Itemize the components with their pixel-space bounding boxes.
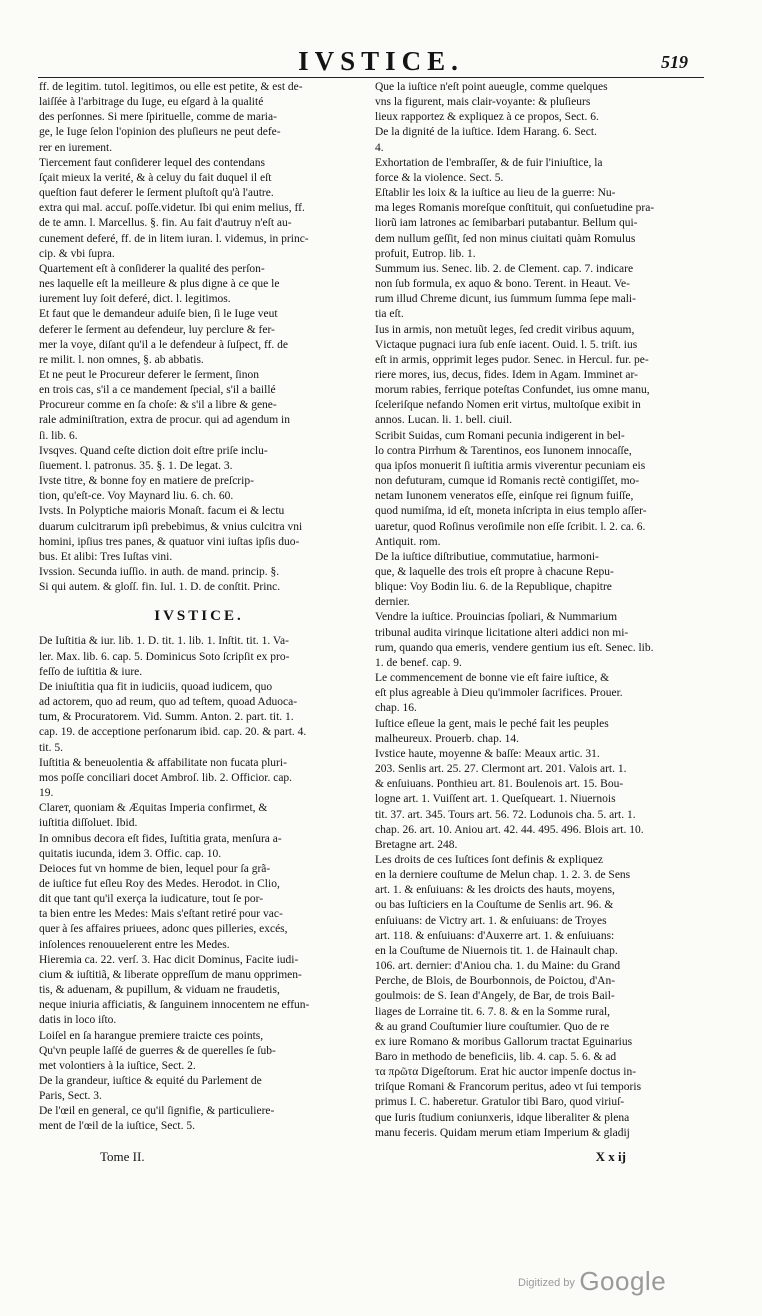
- text-line: iurement luy ſoit deferé, dict. l. legitimos.: [39, 293, 231, 306]
- text-line: tia eſt.: [375, 308, 404, 321]
- text-line: que Iuris ſtudium coniunxeris, idque liberaliter & plena: [375, 1111, 630, 1124]
- text-line: que, & laquelle des trois eſt propre à chacune Repu-: [375, 566, 614, 578]
- text-line: rale adminiſtration, extra de procur. qui ad agendum in: [39, 414, 291, 427]
- text-line: ad actorem, quo ad reum, quo ad teſtem, quoad Aduoca-: [39, 696, 298, 709]
- text-line: Deioces fut vn homme de bien, lequel pour ſa grã-: [39, 862, 271, 875]
- text-line: netam Iunonem veneratos eſſe, einſque rei ſignum fuiſſe,: [375, 490, 634, 503]
- text-line: quer à ſes affaires priuees, adonc ques pilleries, excés,: [39, 923, 288, 936]
- text-line: liorũ iam latrones ac ſemibarbari putabantur. Bellum qui-: [375, 217, 638, 230]
- text-line: rum illud Chreme dicunt, ius ſummum ſumma ſepe mali-: [375, 293, 636, 306]
- text-line: primus I. C. haberetur. Gratulor tibi Baro, quod viriuſ-: [375, 1096, 625, 1109]
- text-line: cunement deferé, ff. de in litem iuran. l. videmus, in princ-: [39, 232, 309, 245]
- text-line: 106. art. dernier: d'Aniou cha. 1. du Maine: du Grand: [375, 960, 621, 973]
- text-line: Le commencement de bonne vie eſt faire iuſtice, &: [375, 672, 610, 685]
- text-line: In omnibus decora eſt fides, Iuſtitia grata, menſura a-: [39, 832, 282, 845]
- text-line: De la dignité de la iuſtice. Idem Harang. 6. Sect.: [375, 126, 597, 139]
- text-line: non defuturam, cumque id Romanis rectè contigiſſet, mo-: [375, 475, 640, 488]
- left-column: [39, 80, 359, 1135]
- text-line: 19.: [39, 787, 54, 800]
- text-line: Procureur comme en ſa choſe: & s'il a libre & gene-: [39, 399, 277, 412]
- text-line: Paris, Sect. 3.: [39, 1090, 102, 1103]
- text-line: Ivsts. In Polyptiche maioris Monaſt. facum ei & lectu: [39, 505, 285, 518]
- text-line: duarum culcitrarum ipſi prebebimus, & vnius culcitra vni: [39, 520, 303, 533]
- text-line: eſt plus agreable à Dieu qu'immoler ſacrifices. Prouer.: [375, 687, 623, 700]
- text-line: ff. de legitim. tutol. legitimos, ou elle est petite, & est de-: [39, 81, 303, 93]
- text-line: Quartement eſt à conſiderer la qualité des perſon-: [39, 262, 265, 275]
- text-line: Ivssion. Secunda iuſſio. in auth. de mand. princip. §.: [39, 566, 280, 578]
- text-line: Loiſel en ſa harangue premiere traicte ces points,: [39, 1029, 264, 1042]
- text-line: ſiuement. l. patronus. 35. §. 1. De legat. 3.: [39, 459, 233, 472]
- text-line: laiſſée à l'arbitrage du Iuge, eu eſgard à la qualité: [39, 96, 264, 109]
- text-line: tit. 5.: [39, 741, 63, 754]
- text-line: Vіctaque pugnaci iura ſub enſe iacent. Ouid. l. 5. triſt. ius: [375, 338, 638, 351]
- text-line: De la grandeur, iuſtice & equité du Parlement de: [39, 1075, 262, 1087]
- text-line: riere mores, ius, decus, fides. Idem in Agam. Imminet ar-: [375, 368, 638, 381]
- text-line: extra qui mal. accuſ. poſſe.videtur. Ibi qui enim melius, ff.: [39, 202, 305, 215]
- text-line: re milit. l. non omnes, §. ab abbatis.: [39, 353, 204, 366]
- text-line: met volontiers à la iuſtice, Sect. 2.: [39, 1059, 196, 1072]
- text-line: quod numiſma, id eſt, moneta inſcripta in eius templo aſſer-: [375, 505, 647, 518]
- text-line: chap. 16.: [375, 702, 417, 715]
- text-line: iuſtitia diſſoluet. Ibid.: [39, 817, 138, 830]
- text-line: mos poſſe conciliari docet Ambroſ. lib. 2. Officior. cap.: [39, 771, 293, 784]
- text-line: Hieremia ca. 22. verſ. 3. Hac dicit Dominus, Facite iudi-: [39, 953, 299, 966]
- text-line: Iuſtitia & beneuolentia & affabilitate non fucata pluri-: [39, 756, 287, 769]
- text-line: Clarет, quoniam & Æquitas Imperia confirmet, &: [39, 802, 268, 815]
- text-line: Iuſtice eſleue la gent, mais le peché fait les peuples: [375, 717, 609, 730]
- text-line: dit que tant qu'il exerça la iudicature, tout ſe por-: [39, 893, 264, 906]
- text-line: Exhortation de l'embraſſer, & de fuir l'iniuſtice, la: [375, 156, 603, 169]
- text-line: tribunal audita virinque licitatione alteri addici non mi-: [375, 626, 629, 639]
- text-line: rer en iurement.: [39, 141, 113, 154]
- text-line: manu feceris. Quidam merum etiam Imperium & gladij: [375, 1126, 630, 1139]
- text-line: art. 1. & enſuiuans: & les droicts des hauts, moyens,: [375, 884, 615, 897]
- text-line: vns la figurent, mais clair-voyante: & pluſieurs: [375, 96, 591, 109]
- text-line: Perche, de Blois, de Bourbonnois, de Poictou, d'An-: [375, 975, 616, 988]
- text-line: Ivstice haute, moyenne & baſſe: Meaux artic. 31.: [375, 747, 600, 760]
- google-logo: Google: [579, 1266, 667, 1296]
- text-line: morum rabies, ferrique poteſtas Confundet, ius omne manu,: [375, 384, 650, 397]
- text-line: en la derniere couſtume de Melun chap. 1. 2. 3. de Sens: [375, 869, 631, 882]
- text-line: ment de l'œil de la iuſtice, Sect. 5.: [39, 1120, 196, 1133]
- text-line: logne art. 1. Vuiſſent art. 1. Queſqueart. 1. Niuernois: [375, 793, 616, 806]
- section-heading-justice: IVSTICE.: [154, 608, 244, 625]
- left-column-justice-entries: [39, 634, 359, 1134]
- text-line: eſt in armis, opprimit leges pudor. Senec. in Hercul. fur. pe-: [375, 353, 649, 366]
- digitized-by-google-watermark: [518, 1266, 666, 1297]
- running-head-title: IVSTICE.: [298, 46, 464, 76]
- text-line: uaretur, quod Roſinus veroſimile non eſſe ſcribit. l. 2. ca. 6.: [375, 520, 646, 533]
- text-line: De Iuſtitia & iur. lib. 1. D. tit. 1. lib. 1. Inſtit. tit. 1. Va-: [39, 635, 289, 648]
- text-line: Bretagne art. 248.: [375, 838, 458, 851]
- text-line: malheureux. Prouerb. chap. 14.: [375, 732, 520, 745]
- text-line: dernier.: [375, 596, 410, 609]
- text-line: Si qui autem. & gloſſ. fin. Iul. 1. D. de conſtit. Princ.: [39, 581, 281, 594]
- text-line: ſceleriſque nefando Nomen erit virtus, multoſque exibit in: [375, 399, 641, 412]
- text-line: art. 118. & enſuiuans: d'Auxerre art. 1. & enſuiuans:: [375, 929, 615, 942]
- text-line: Ivsqves. Quand ceſte diction doit eſtre priſe inclu-: [39, 444, 268, 457]
- footer-volume: Tome II.: [100, 1149, 145, 1164]
- text-line: ſi. lib. 6.: [39, 429, 78, 442]
- text-line: Antiquit. rom.: [375, 535, 441, 548]
- text-line: tum, & Procuratorem. Vid. Summ. Anton. 2. part. tit. 1.: [39, 711, 294, 724]
- text-line: Summum ius. Senec. lib. 2. de Clement. cap. 7. indicare: [375, 262, 634, 275]
- text-line: deferer le ſerment au defendeur, luy perclure & fer-: [39, 323, 275, 336]
- text-line: lieux rapportez & expliquez à ce propos, Sect. 6.: [375, 111, 599, 124]
- text-line: annos. Lucan. li. 1. bell. ciuil.: [375, 414, 513, 427]
- text-line: triſque Romani & Francorum peritus, adeo vt ſui temporis: [375, 1081, 642, 1094]
- text-line: ler. Max. lib. 6. cap. 5. Dominicus Soto ſcripſit ex pro-: [39, 650, 290, 663]
- watermark-prefix: Digitized by: [518, 1277, 575, 1289]
- text-line: queſtion faut deferer le ſerment pluſtoſt qu'à l'autre.: [39, 187, 274, 200]
- text-line: Et ne peut le Procureur deferer le ſerment, ſinon: [39, 368, 260, 381]
- text-line: nes laquelle eſt la meilleure & plus digne à ce que le: [39, 278, 280, 291]
- text-line: Tiercement faut conſiderer lequel des contendans: [39, 156, 265, 169]
- text-line: De la iuſtice diſtributiue, commutatiue, harmoni-: [375, 550, 599, 563]
- text-line: homini, ipſius tres panes, & quatuor vini iuſtas ipſis duo-: [39, 535, 300, 548]
- footer-signature: X x ij: [595, 1149, 626, 1164]
- text-line: ou bas Iuſticiers en la Couſtume de Senlis art. 96. &: [375, 899, 614, 912]
- text-line: bus. Et alibi: Tres Iuſtas vini.: [39, 550, 173, 563]
- text-line: De iniuſtitia qua fit in iudiciis, quoad iudicem, quo: [39, 680, 273, 693]
- text-line: 4.: [375, 141, 384, 154]
- page-number: 519: [661, 52, 688, 72]
- right-column-entries: [375, 80, 701, 1141]
- text-line: de iuſtice fut eſleu Roy des Medes. Herodot. in Clio,: [39, 877, 280, 890]
- text-line: 203. Senlis art. 25. 27. Clermont art. 201. Valois art. 1.: [375, 763, 627, 776]
- text-line: lo contra Pirrhum & Tarentinos, eos Iunonem innocaſſe,: [375, 444, 632, 457]
- text-line: feſſo de iuſtitia & iure.: [39, 665, 143, 678]
- text-line: profuit, Eutrop. lib. 1.: [375, 247, 476, 260]
- text-line: enſuiuans: de Victry art. 1. & enſuiuans: de Troyes: [375, 914, 607, 927]
- text-line: inſolences renouuelerent entre les Medes.: [39, 938, 230, 951]
- text-line: Vendre la iuſtice. Prouincias ſpoliari, & Nummarium: [375, 611, 618, 624]
- text-line: force & la violence. Sect. 5.: [375, 171, 504, 184]
- text-line: en trois cas, s'il a ce mandement ſpecial, s'il a baillé: [39, 384, 276, 397]
- text-line: Ius in armis, non metuũt leges, ſed credit viribus aquum,: [375, 323, 635, 336]
- text-line: ſçait mieux la verité, & à celuy du fait duquel il eſt: [39, 171, 272, 184]
- text-line: tion, qu'eſt-ce. Voy Maynard liu. 6. ch. 60.: [39, 490, 234, 503]
- text-line: datis in loco iſto.: [39, 1014, 117, 1027]
- text-line: rum, quando qua emeris, vendere gentium ius eſt. Senec. lib.: [375, 641, 654, 654]
- text-line: de te amn. l. Marcellus. §. fin. Au fait d'autruy n'eſt au-: [39, 217, 292, 230]
- text-line: liages de Lorraine tit. 6. 7. 8. & en la Somme rural,: [375, 1005, 611, 1018]
- text-line: ta bien entre les Medes: Mais s'eſtant retiré pour vac-: [39, 908, 283, 921]
- text-line: neque iniuria afficiatis, & ſanguinem innocentem ne effun-: [39, 999, 310, 1012]
- text-line: ex iure Romano & moribus Gallorum tractat Eguinarius: [375, 1035, 633, 1048]
- text-line: qua ipſos monuerit ſi iuſtitia armis viverentur pecuniam eis: [375, 459, 646, 472]
- text-line: Baro in methodo de beneficiis, lib. 4. cap. 5. 6. & ad: [375, 1051, 617, 1063]
- text-line: blique: Voy Bodin liu. 6. de la Republique, chapitre: [375, 581, 612, 594]
- text-line: ma leges Romanis moreſque conſtituit, qui conſuetudine pra-: [375, 202, 655, 215]
- text-line: τα πρῶτα Digeſtorum. Erat hic auctor impenſe doctus in-: [375, 1066, 637, 1079]
- text-line: De l'œil en general, ce qu'il ſignifie, & particuliere-: [39, 1105, 275, 1118]
- text-line: dem nullum geſſit, ſed non minus ciuitati quàm Romulus: [375, 232, 636, 245]
- text-line: Que la iuſtice n'eſt point aueugle, comme quelques: [375, 81, 608, 93]
- text-line: Ivste titre, & bonne foy en matiere de preſcrip-: [39, 475, 254, 488]
- text-line: quitatis iucunda, idem 3. Offic. cap. 10.: [39, 847, 222, 860]
- text-line: goulmois: de S. Iean d'Angely, de Bar, de trois Bail-: [375, 990, 615, 1003]
- text-line: non ſub formula, ex aquo & bono. Terent. in Heaut. Ve-: [375, 278, 630, 291]
- text-line: Eſtablir les loix & la iuſtice au lieu de la guerre: Nu-: [375, 187, 616, 200]
- header-rule: [38, 77, 704, 78]
- text-line: & enſuiuans. Ponthieu art. 81. Boulenois art. 15. Bou-: [375, 778, 624, 791]
- text-line: des perſonnes. Si mere ſpirituelle, comme de mariа-: [39, 111, 277, 124]
- left-column-entries: [39, 80, 359, 595]
- text-line: 1. de benef. cap. 9.: [375, 656, 462, 669]
- text-line: mer la voye, diſant qu'il a le defendeur à ſuſpect, ff. de: [39, 338, 289, 351]
- text-line: & au grand Couſtumier liure couſtumier. Quo de re: [375, 1020, 610, 1033]
- text-line: chap. 26. art. 10. Aniou art. 42. 44. 495. 496. Blois art. 10.: [375, 823, 644, 836]
- text-line: Qu'vn peuple laſſé de guerres & de querelles ſe ſub-: [39, 1044, 276, 1057]
- text-line: Scribit Suidas, cum Romani pecunia indigerent in bel-: [375, 429, 625, 442]
- text-line: tis, & aduenam, & pupillum, & viduam ne fraudetis,: [39, 984, 280, 997]
- text-line: en la Couſtume de Niuernois tit. 1. de Hainault chap.: [375, 944, 618, 957]
- text-line: cip. & vbi ſupra.: [39, 247, 115, 260]
- text-line: cium & iuſtitiã, & liberate oppreſſum de manu opprimen-: [39, 968, 302, 981]
- text-line: ge, le Iuge ſelon l'opinion des pluſieurs ne peut defe-: [39, 126, 281, 139]
- text-line: tit. 37. art. 345. Tours art. 56. 72. Lodunois cha. 5. art. 1.: [375, 808, 636, 821]
- text-line: Les droits de ces Iuſtices ſont definis & expliquez: [375, 853, 604, 866]
- right-column: [375, 80, 701, 1141]
- text-line: cap. 19. de acceptione perſonarum ibid. cap. 20. & part. 4.: [39, 726, 307, 739]
- text-line: Et faut que le demandeur aduiſe bien, ſi le Iuge veut: [39, 308, 278, 321]
